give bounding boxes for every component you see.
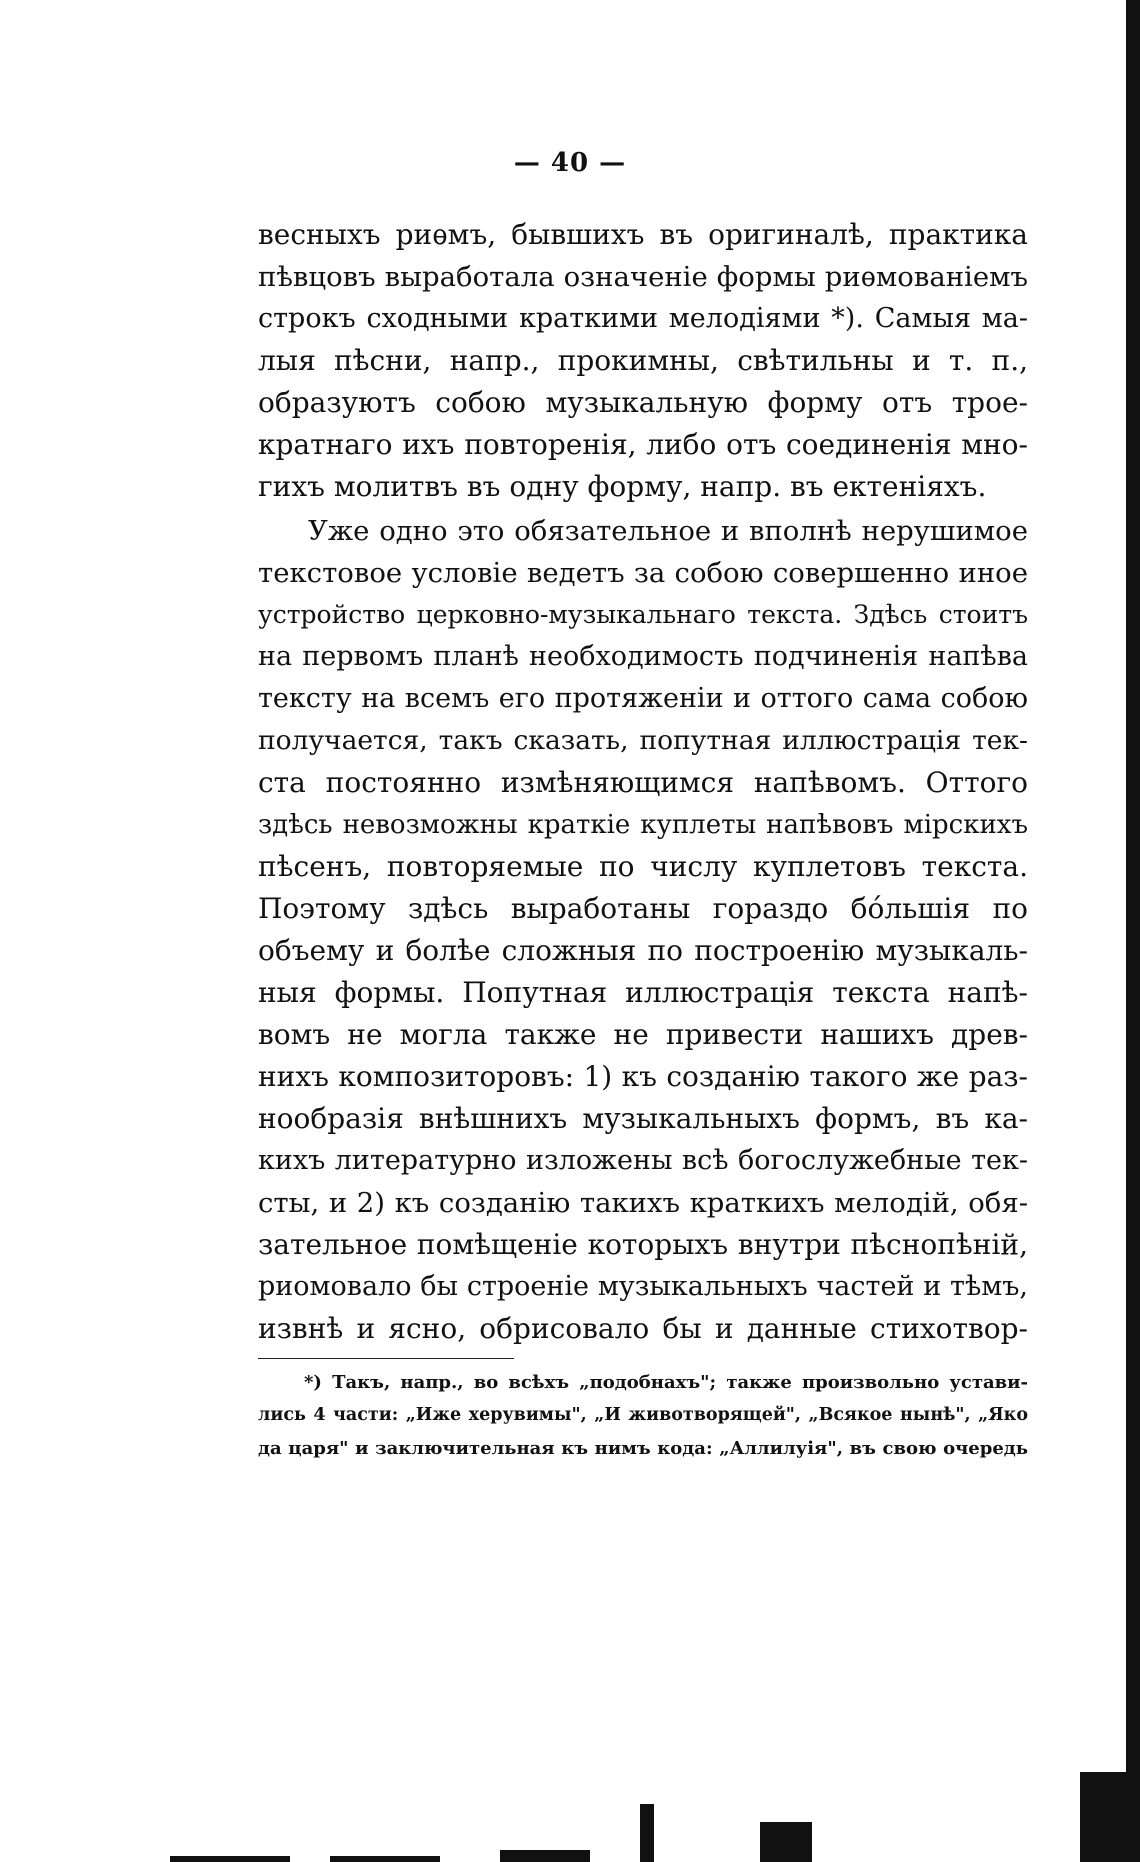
- text-line: нихъ композиторовъ: 1) къ созданію такого же раз-: [258, 1060, 1028, 1093]
- text-line: риомовало бы строеніе музыкальныхъ частей и тѣмъ,: [258, 1271, 1028, 1302]
- text-line: лыя пѣсни, напр., прокимны, свѣтильны и т. п.,: [258, 344, 1028, 377]
- footnote: [258, 1366, 1028, 1465]
- footnote-line: *) Такъ, напр., во всѣхъ „подобнахъ"; также произвольно устави-: [304, 1372, 1028, 1393]
- text-line: объему и болѣе сложныя по построенію музыкаль-: [258, 934, 1028, 967]
- page-number: — 40 —: [513, 148, 627, 178]
- text-line: Поэтому здѣсь выработаны гораздо бо́льшія по: [258, 892, 1028, 925]
- text-line: кихъ литературно изложены всѣ богослужебные тек-: [258, 1145, 1028, 1176]
- footnote-divider: [258, 1358, 514, 1359]
- text-line: пѣвцовъ выработала означеніе формы риѳмованіемъ: [258, 261, 1028, 293]
- scan-edge-bar: [1126, 0, 1140, 1862]
- scan-artifact: [500, 1850, 590, 1862]
- text-line: устройство церковно-музыкальнаго текста. Здѣсь стоитъ: [258, 600, 1028, 629]
- text-line: сты, и 2) къ созданію такихъ краткихъ мелодій, обя-: [258, 1187, 1028, 1219]
- text-line: строкъ сходными краткими мелодіями *). Самыя ма-: [258, 303, 1028, 334]
- scan-artifact: [170, 1856, 290, 1862]
- text-line: гихъ молитвъ въ одну форму, напр. въ ектеніяхъ.: [258, 470, 987, 503]
- text-line: кратнаго ихъ повторенія, либо отъ соединенія мно-: [258, 428, 1028, 461]
- text-line: тексту на всемъ его протяженіи и оттого сама собою: [258, 683, 1028, 714]
- footnote-line: да царя" и заключительная къ нимъ кода: „Аллилуія", въ свою очередь: [258, 1438, 1028, 1459]
- scan-artifact: [330, 1856, 440, 1862]
- text-line: ныя формы. Попутная иллюстрація текста напѣ-: [258, 976, 1028, 1009]
- scan-artifact: [640, 1804, 654, 1862]
- text-line: ста постоянно измѣняющимся напѣвомъ. Оттого: [258, 766, 1028, 799]
- text-line: зательное помѣщеніе которыхъ внутри пѣснопѣній,: [258, 1228, 1028, 1261]
- scan-artifact: [760, 1822, 812, 1862]
- body-text: [258, 214, 1028, 1350]
- text-line: Уже одно это обязательное и вполнѣ нерушимое: [308, 515, 1028, 547]
- text-line: текстовое условіе ведетъ за собою совершенно иное: [258, 557, 1028, 589]
- scan-edge-corner: [1080, 1772, 1140, 1862]
- text-line: пѣсенъ, повторяемые по числу куплетовъ текста.: [258, 850, 1028, 883]
- text-line: образуютъ собою музыкальную форму отъ трое-: [258, 386, 1028, 419]
- text-line: получается, такъ сказать, попутная иллюстрація тек-: [258, 725, 1028, 756]
- text-line: здѣсь невозможны краткіе куплеты напѣвовъ мірскихъ: [258, 810, 1028, 840]
- text-line: нообразія внѣшнихъ музыкальныхъ формъ, въ ка-: [258, 1102, 1028, 1135]
- text-line: вомъ не могла также не привести нашихъ древ-: [258, 1018, 1028, 1051]
- text-line: весныхъ риѳмъ, бывшихъ въ оригиналѣ, практика: [258, 218, 1028, 251]
- text-line: извнѣ и ясно, обрисовало бы и данные стихотвор-: [258, 1312, 1028, 1345]
- text-line: на первомъ планѣ необходимость подчиненія напѣва: [258, 641, 1028, 672]
- footnote-line: лись 4 части: „Иже херувимы", „И животворящей", „Всякое нынѣ", „Яко: [258, 1405, 1028, 1425]
